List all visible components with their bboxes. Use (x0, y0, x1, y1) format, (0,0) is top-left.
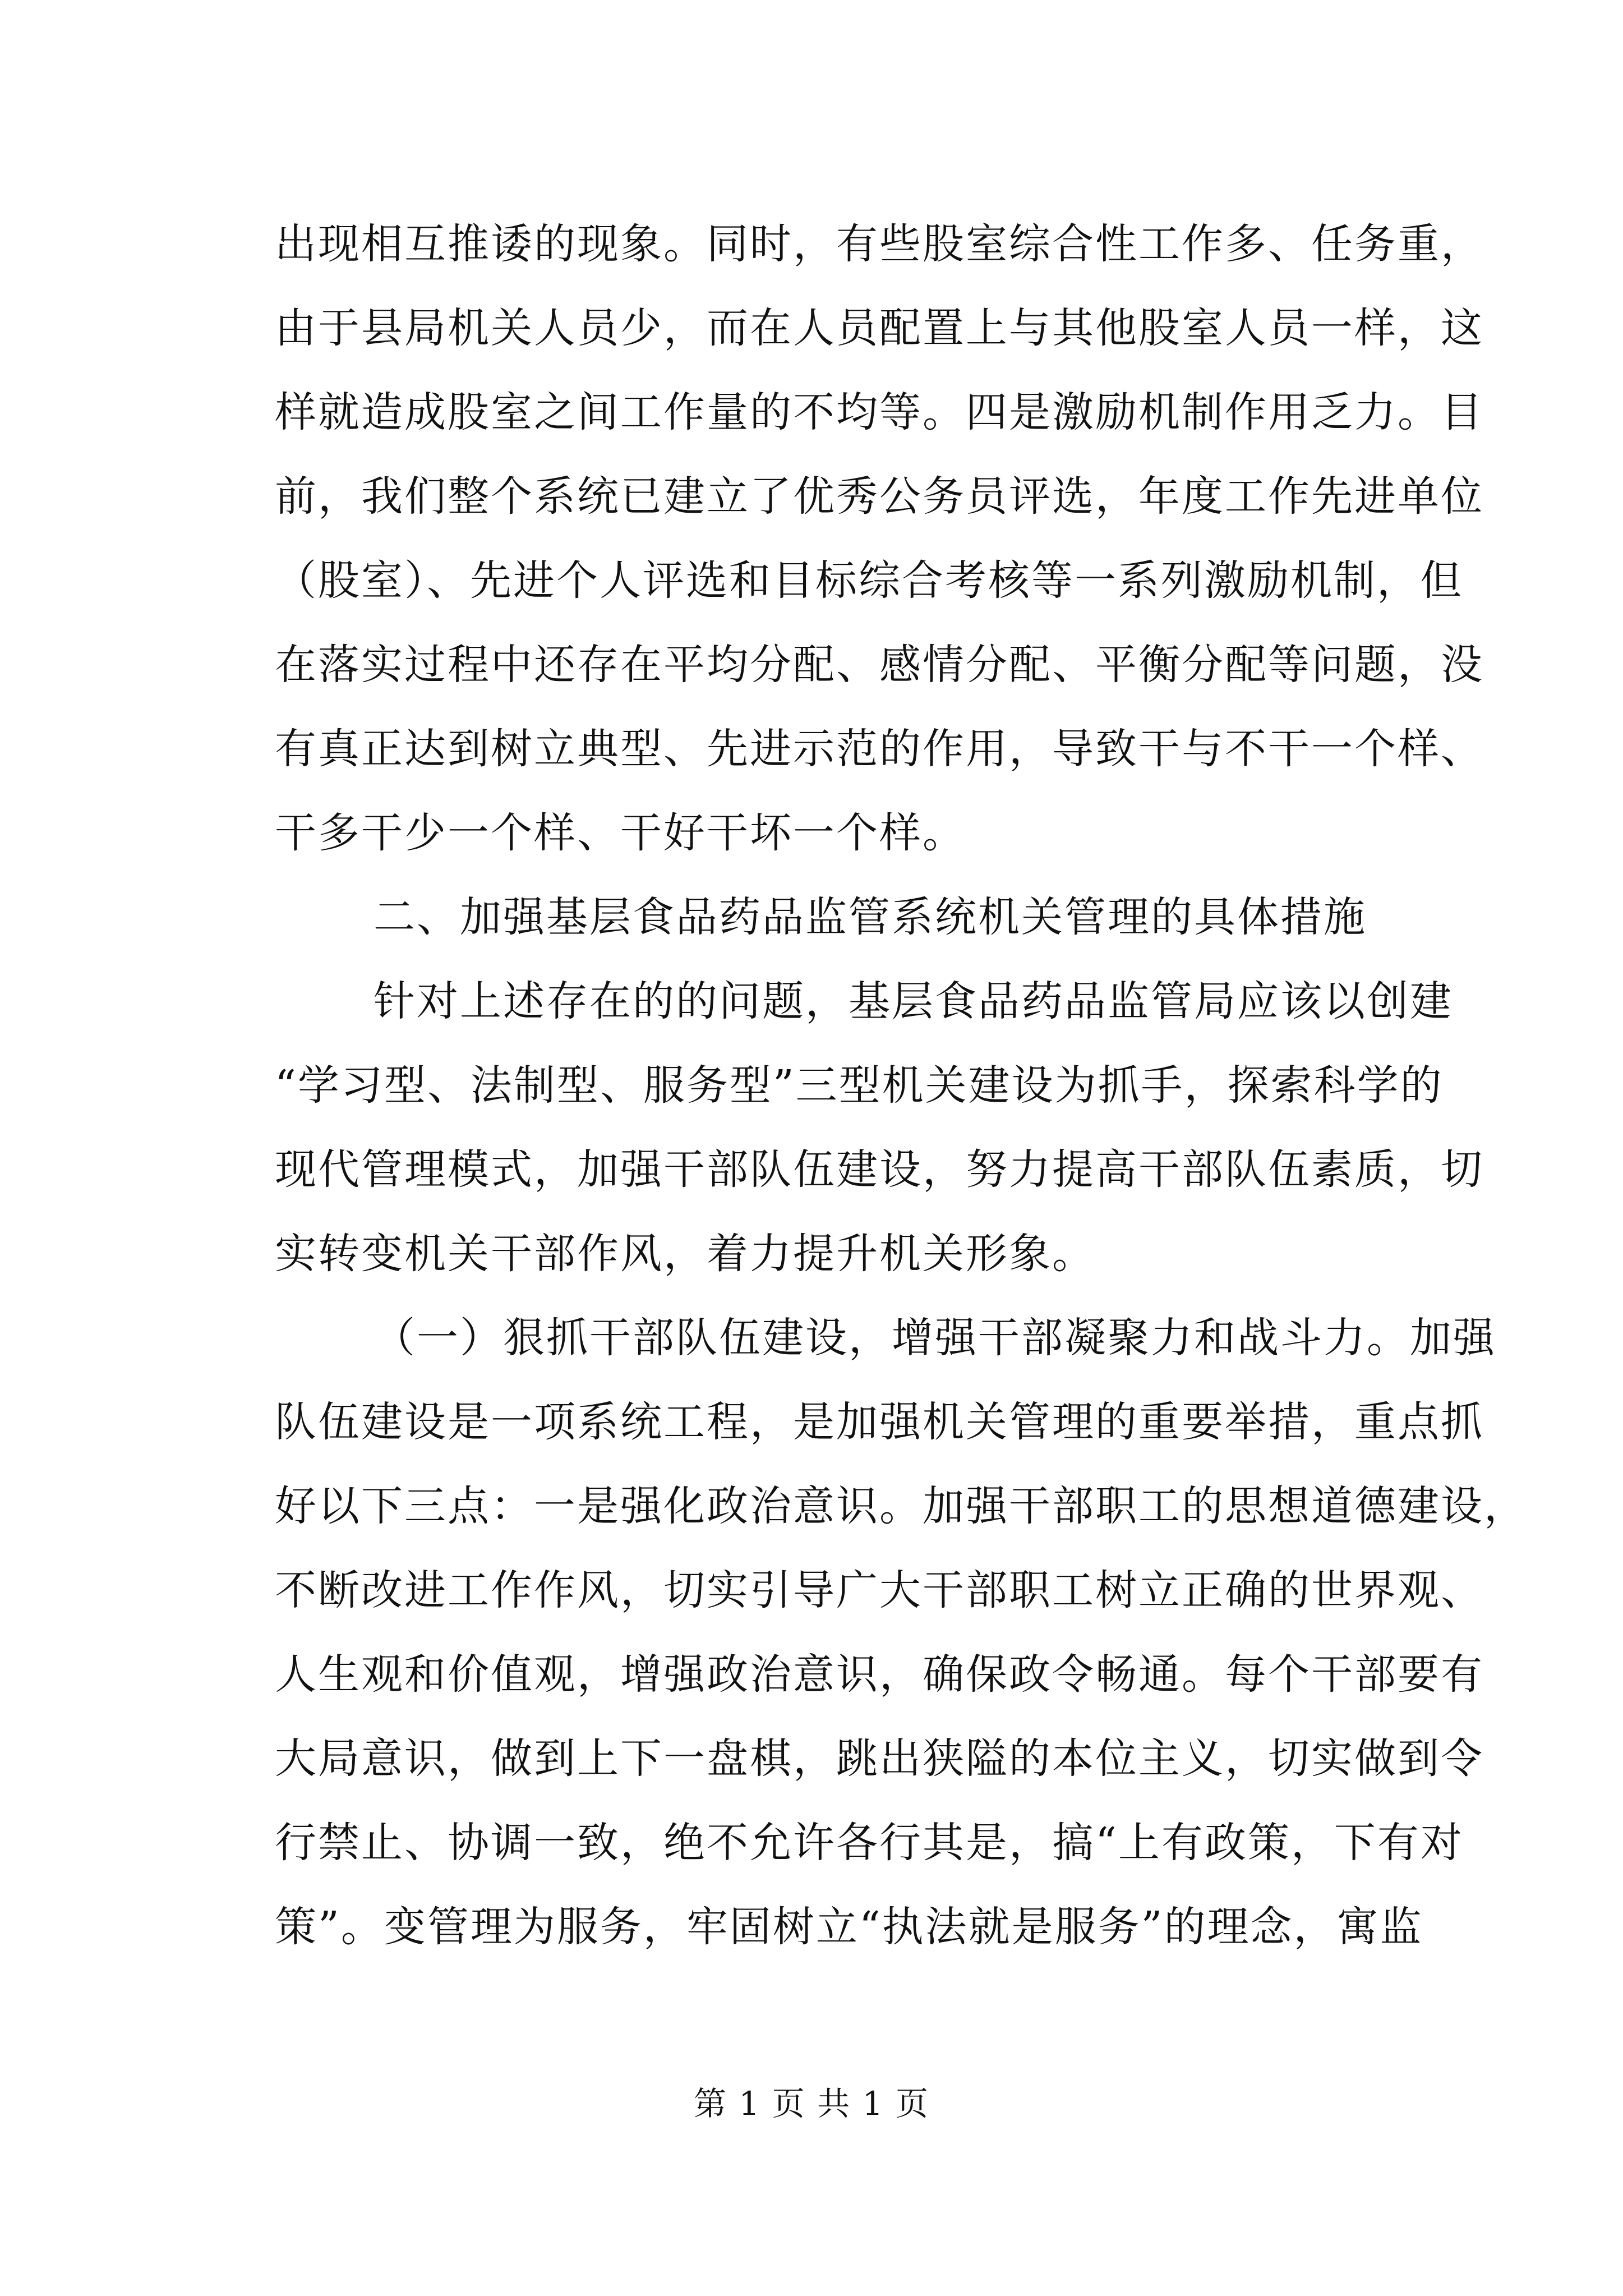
text-line: （股室）、先进个人评选和目标综合考核等一系列激励机制，但 (275, 556, 1463, 605)
text-line: 现代管理模式，加强干部队伍建设，努力提高干部队伍素质，切 (275, 1145, 1484, 1194)
text-line: 行禁止、协调一致，绝不允许各行其是，搞“上有政策，下有对 (275, 1819, 1464, 1867)
text-line: 针对上述存在的的问题，基层食品药品监管局应该以创建 (374, 977, 1453, 1025)
text-line: 策”。变管理为服务，牢固树立“执法就是服务”的理念，寓监 (275, 1903, 1423, 1951)
text-line: 人生观和价值观，增强政治意识，确保政令畅通。每个干部要有 (275, 1650, 1484, 1699)
text-line: 实转变机关干部作风，着力提升机关形象。 (275, 1230, 1095, 1278)
text-line: 队伍建设是一项系统工程，是加强机关管理的重要举措，重点抓 (275, 1398, 1484, 1446)
subsection-heading-line: （一）狠抓干部队伍建设，增强干部凝聚力和战斗力。加强 (374, 1314, 1496, 1362)
text-line: 有真正达到树立典型、先进示范的作用，导致干与不干一个样、 (275, 725, 1484, 773)
page-footer: 第 1 页 共 1 页 (694, 2085, 929, 2123)
text-line: 由于县局机关人员少，而在人员配置上与其他股室人员一样，这 (275, 304, 1484, 352)
text-line: 在落实过程中还存在平均分配、感情分配、平衡分配等问题，没 (275, 641, 1484, 689)
text-line: “学习型、法制型、服务型”三型机关建设为抓手，探索科学的 (275, 1061, 1444, 1110)
text-line: 大局意识，做到上下一盘棋，跳出狭隘的本位主义，切实做到令 (275, 1734, 1484, 1783)
text-line: 出现相互推诿的现象。同时，有些股室综合性工作多、任务重， (275, 220, 1484, 268)
text-line: 不断改进工作作风，切实引导广大干部职工树立正确的世界观、 (275, 1566, 1484, 1614)
text-line: 样就造成股室之间工作量的不均等。四是激励机制作用乏力。目 (275, 388, 1484, 436)
text-line: 前，我们整个系统已建立了优秀公务员评选，年度工作先进单位 (275, 472, 1484, 521)
text-line: 干多干少一个样、干好干坏一个样。 (275, 809, 966, 857)
text-line: 好以下三点：一是强化政治意识。加强干部职工的思想道德建设， (275, 1482, 1527, 1530)
section-heading: 二、加强基层食品药品监管系统机关管理的具体措施 (374, 893, 1367, 941)
